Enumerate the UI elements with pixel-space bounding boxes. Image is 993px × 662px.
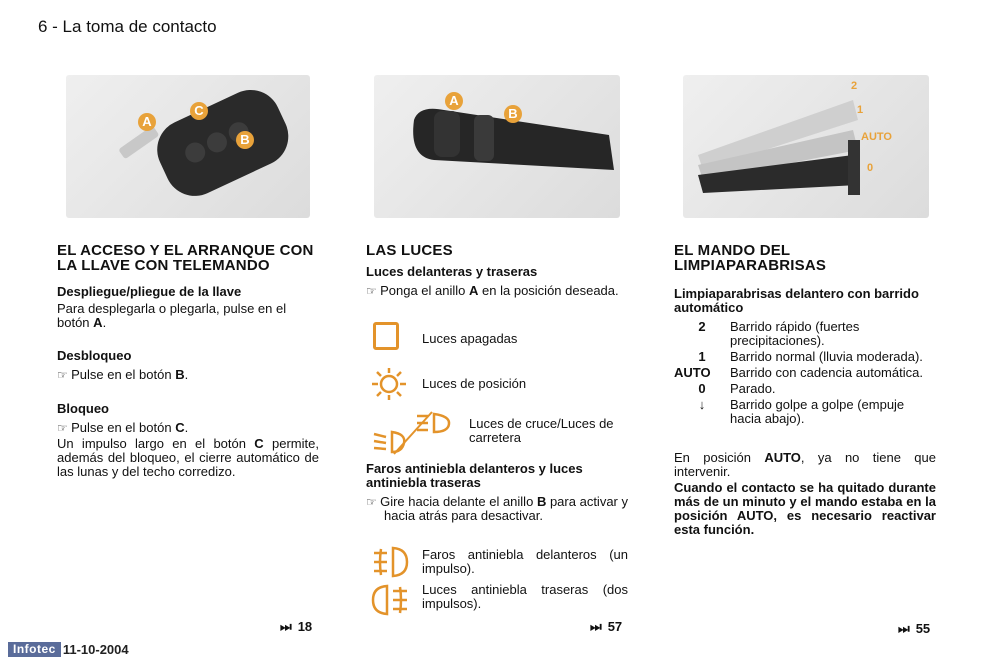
skip-icon: ⏭ (898, 621, 910, 636)
list-item: 1 Barrido normal (lluvia moderada). (698, 349, 923, 364)
headlights-label: Luces de cruce/Luces de carretera (469, 416, 614, 445)
position-auto: AUTO (861, 131, 892, 143)
subheading: Bloqueo (57, 401, 109, 416)
rear-fog-icon (371, 583, 411, 622)
footer (8, 641, 129, 657)
label-a: A (138, 113, 156, 131)
wiper-photo (683, 75, 929, 218)
lights-photo (374, 75, 620, 218)
subheading: Luces delanteras y traseras (366, 264, 538, 279)
label-b: B (504, 105, 522, 123)
list-item: AUTO Barrido con cadencia automática. (674, 365, 923, 380)
footer-date: 11-10-2004 (62, 641, 129, 657)
page-reference[interactable]: ⏭ 18 (280, 619, 313, 634)
list-item: 2 Barrido rápido (fuertes precipitaciones). (698, 319, 860, 348)
paragraph: Para desplegarla o plegarla, pulse en el botón A. (57, 301, 287, 330)
page-reference[interactable]: ⏭ 57 (590, 619, 623, 634)
fog-section (366, 462, 628, 523)
page-reference[interactable]: ⏭ 55 (898, 621, 931, 636)
sidelights-label: Luces de posición (422, 376, 527, 391)
subheading: Desbloqueo (57, 348, 132, 363)
wiper-list (674, 320, 936, 426)
paragraph: Un impulso largo en el botón C permite, además del bloqueo, el cierre automático de las lunas y del techo corredizo. (57, 436, 319, 479)
position-2: 2 (851, 80, 858, 92)
section-heading: LAS LUCES (366, 242, 453, 259)
bullet: ☞ Pulse en el botón C. (57, 421, 319, 435)
column-lights (366, 243, 628, 298)
subheading: Faros antiniebla delanteros y luces antiniebla traseras (366, 461, 583, 490)
skip-icon: ⏭ (590, 619, 602, 634)
front-fog-icon (371, 545, 411, 584)
skip-icon: ⏭ (280, 619, 292, 634)
section-heading: EL ACCESO Y EL ARRANQUE CON LA LLAVE CON TELEMANDO (57, 242, 314, 274)
warning-paragraph: Cuando el contacto se ha quitado durante más de un minuto y el mando estaba en la posición AUTO, es necesario reactivar esta función. (674, 480, 936, 537)
paragraph: En posición AUTO, ya no tiene que intervenir. (674, 450, 936, 479)
list-item: ↓ Barrido golpe a golpe (empuje hacia abajo). (698, 397, 905, 426)
label-a: A (445, 92, 463, 110)
list-item: 0 Parado. (698, 381, 776, 396)
section-heading: EL MANDO DEL LIMPIAPARABRISAS (674, 242, 827, 274)
subheading: Limpiaparabrisas delantero con barrido automático (674, 286, 919, 315)
bullet: ☞ Ponga el anillo A en la posición deseada. (366, 284, 628, 298)
headlights-icon (372, 410, 456, 463)
lights-off-label: Luces apagadas (422, 331, 518, 346)
subheading: Despliegue/pliegue de la llave (57, 284, 242, 299)
position-0: 0 (867, 162, 874, 174)
position-1: 1 (857, 104, 864, 116)
sidelights-icon (369, 366, 409, 407)
infotec-logo: Infotec (8, 642, 61, 657)
rear-fog-label: Luces antiniebla traseras (dos impulsos). (422, 582, 628, 611)
bullet: ☞ Gire hacia delante el anillo B para activar y hacia atrás para desactivar. (366, 495, 628, 523)
column-key (57, 243, 319, 479)
lights-off-icon (373, 322, 399, 350)
front-fog-label: Faros antiniebla delanteros (un impulso). (422, 547, 628, 576)
key-photo (66, 75, 310, 218)
bullet: ☞ Pulse en el botón B. (57, 368, 319, 382)
label-b: B (236, 131, 254, 149)
page-title: 6 - La toma de contacto (38, 17, 217, 36)
column-wipers (674, 243, 936, 537)
label-c: C (190, 102, 208, 120)
